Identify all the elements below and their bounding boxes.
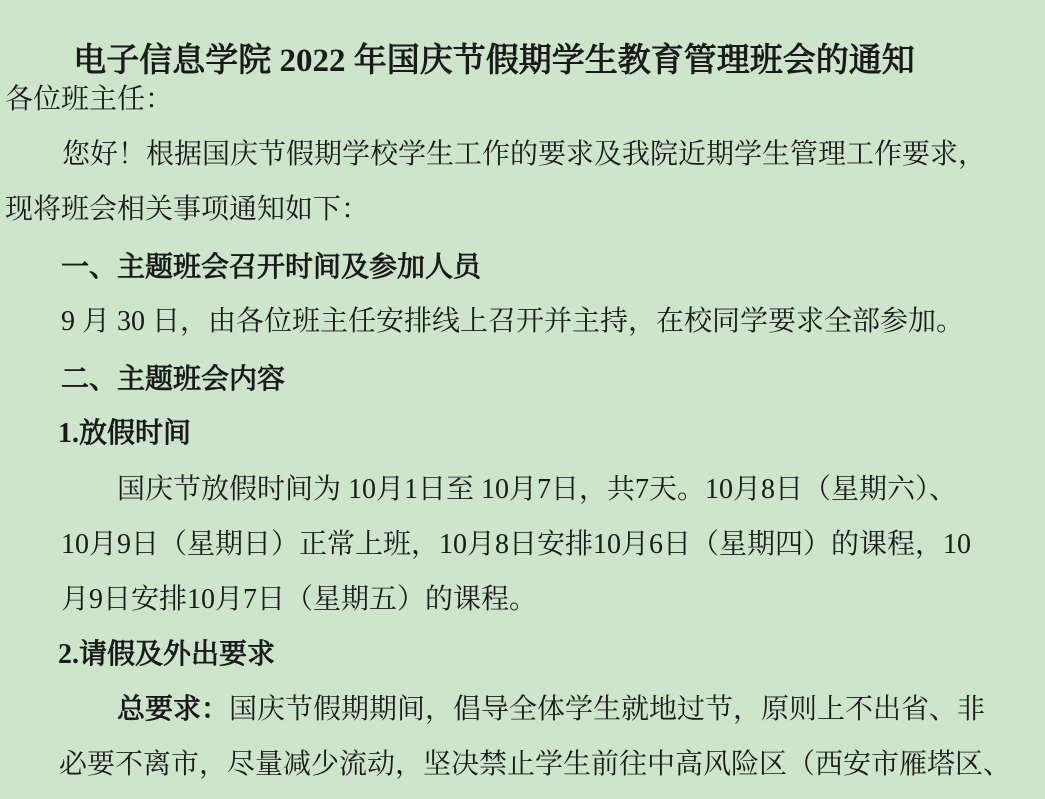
section-1-heading: 一、主题班会召开时间及参加人员 (61, 251, 482, 282)
section-1-body: 9 月 30 日，由各位班主任安排线上召开并主持，在校同学要求全部参加。 (61, 306, 965, 337)
item-1-paragraph-line-3: 月9日安排10月7日（星期五）的课程。 (61, 584, 538, 615)
intro-paragraph-line-2: 现将班会相关事项通知如下： (5, 194, 370, 225)
item-2-heading: 2.请假及外出要求 (58, 639, 276, 670)
section-2-heading: 二、主题班会内容 (61, 363, 286, 394)
key-requirement-text: 国庆节假期期间，倡导全体学生就地过节，原则上不出省、非 (229, 694, 986, 725)
salutation: 各位班主任： (5, 84, 174, 115)
notice-title: 电子信息学院 2022 年国庆节假期学生教育管理班会的通知 (73, 43, 915, 80)
item-2-paragraph-line-2: 必要不离市，尽量减少流动，坚决禁止学生前往中高风险区（西安市雁塔区、 (59, 749, 1012, 780)
item-1-paragraph-line-1: 国庆节放假时间为 10月1日至 10月7日，共7天。10月8日（星期六）、 (117, 474, 958, 505)
key-requirement-label: 总要求： (117, 694, 230, 725)
item-2-paragraph-line-1 (117, 694, 985, 726)
item-1-paragraph-line-2: 10月9日（星期日）正常上班，10月8日安排10月6日（星期四）的课程，10 (61, 529, 972, 560)
intro-paragraph-line-1: 您好！根据国庆节假期学校学生工作的要求及我院近期学生管理工作要求， (62, 139, 987, 170)
item-1-heading: 1.放假时间 (58, 418, 192, 449)
